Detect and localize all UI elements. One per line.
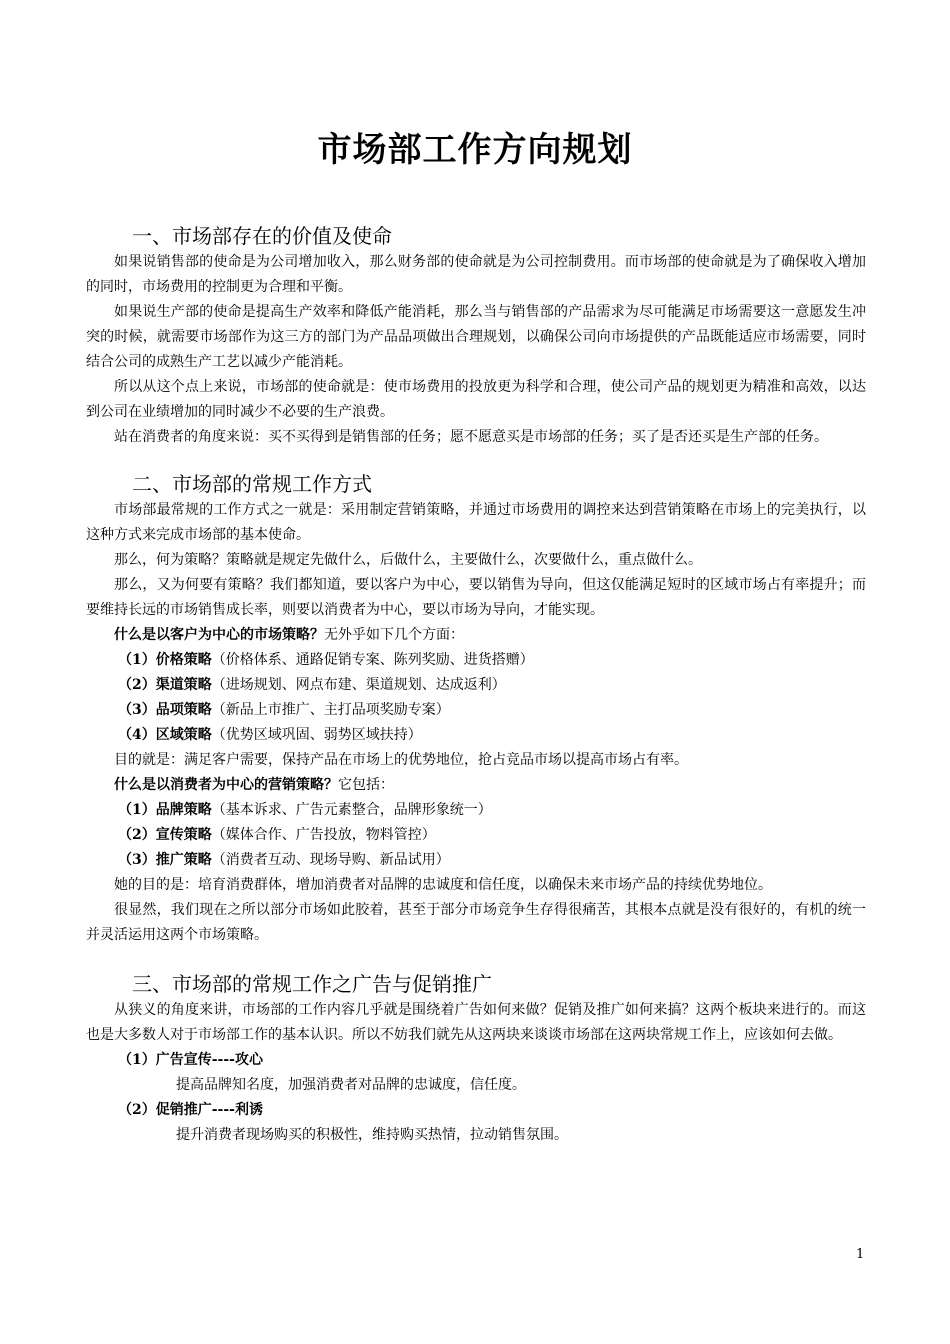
paragraph: 那么，何为策略？策略就是规定先做什么，后做什么，主要做什么，次要做什么，重点做什么。 (114, 552, 702, 568)
list-item (86, 648, 866, 673)
item-number: （3） (118, 702, 156, 718)
item-desc: （新品上市推广、主打品项奖励专案） (211, 702, 450, 718)
question-tail: 它包括： (338, 777, 394, 793)
item-name: 宣传策略 (155, 827, 212, 843)
list-item (86, 673, 866, 698)
item-desc: 提高品牌知名度，加强消费者对品牌的忠诚度，信任度。 (176, 1077, 526, 1093)
item-number: （2） (118, 827, 156, 843)
item-number: （2） (118, 677, 156, 693)
section-1-heading: 一、市场部存在的价值及使命 (132, 224, 392, 248)
paragraph: 如果说销售部的使命是为公司增加收入，那么财务部的使命就是为公司控制费用。而市场部的使命就是为了确保收入增加的同时，市场费用的控制更为合理和平衡。 (86, 254, 866, 295)
item-name: 推广策略 (155, 852, 212, 868)
consumer-strategy-question (86, 773, 866, 798)
list-item (86, 848, 866, 873)
item-name: 品项策略 (155, 702, 212, 718)
paragraph: 如果说生产部的使命是提高生产效率和降低产能消耗，那么当与销售部的产品需求为尽可能满足市场需要这一意愿发生冲突的时候，就需要市场部作为这三方的部门为产品品项做出合理规划，以确保公司向市场提供的产品既能适应市场需要，同时结合公司的成熟生产工艺以减少产能消耗。 (86, 304, 866, 370)
section-2-heading: 二、市场部的常规工作方式 (132, 472, 372, 496)
item-number: （3） (118, 852, 156, 868)
item-desc: 提升消费者现场购买的积极性，维持购买热情，拉动销售氛围。 (176, 1127, 568, 1143)
item-number: （1） (118, 802, 156, 818)
paragraph: 那么，又为何要有策略？我们都知道，要以客户为中心，要以销售为导向，但这仅能满足短时的区域市场占有率提升；而要维持长远的市场销售成长率，则要以消费者为中心，要以市场为导向，才能实现。 (86, 577, 866, 618)
list-item (86, 723, 866, 748)
list-item (86, 798, 866, 823)
list-item (86, 1048, 866, 1073)
item-label: （2）促销推广----利诱 (118, 1102, 263, 1118)
paragraph: 目的就是：满足客户需要，保持产品在市场上的优势地位，抢占竞品市场以提高市场占有率。 (114, 752, 688, 768)
page-number: 1 (856, 1247, 865, 1262)
item-name: 区域策略 (155, 727, 212, 743)
item-desc: （价格体系、通路促销专案、陈列奖励、进货搭赠） (211, 652, 534, 668)
list-item (86, 1098, 866, 1123)
paragraph: 站在消费者的角度来说：买不买得到是销售部的任务；愿不愿意买是市场部的任务；买了是否还买是生产部的任务。 (114, 429, 828, 445)
item-name: 品牌策略 (155, 802, 212, 818)
paragraph: 所以从这个点上来说，市场部的使命就是：使市场费用的投放更为科学和合理，使公司产品的规划更为精准和高效，以达到公司在业绩增加的同时减少不必要的生产浪费。 (86, 379, 866, 420)
item-number: （1） (118, 652, 156, 668)
item-number: （4） (118, 727, 156, 743)
section-3-heading: 三、市场部的常规工作之广告与促销推广 (132, 972, 492, 996)
paragraph: 很显然，我们现在之所以部分市场如此胶着，甚至于部分市场竞争生存得很痛苦，其根本点就是没有很好的，有机的统一并灵活运用这两个市场策略。 (86, 902, 866, 943)
item-desc: （进场规划、网点布建、渠道规划、达成返利） (211, 677, 506, 693)
list-item (86, 823, 866, 848)
question-bold: 什么是以客户为中心的市场策略？ (114, 627, 324, 643)
list-item (86, 698, 866, 723)
customer-strategy-question (86, 623, 866, 648)
item-desc: （优势区域巩固、弱势区域扶持） (211, 727, 422, 743)
item-name: 价格策略 (155, 652, 212, 668)
item-desc: （媒体合作、广告投放，物料管控） (211, 827, 436, 843)
document-title: 市场部工作方向规划 (317, 130, 633, 170)
item-label: （1）广告宣传----攻心 (118, 1052, 263, 1068)
document-body (86, 222, 866, 1148)
item-name: 渠道策略 (155, 677, 212, 693)
question-tail: 无外乎如下几个方面： (324, 627, 464, 643)
paragraph: 市场部最常规的工作方式之一就是：采用制定营销策略，并通过市场费用的调控来达到营销策略在市场上的完美执行，以这种方式来完成市场部的基本使命。 (86, 502, 866, 543)
question-bold: 什么是以消费者为中心的营销策略？ (114, 777, 338, 793)
item-desc: （消费者互动、现场导购、新品试用） (211, 852, 450, 868)
paragraph: 从狭义的角度来讲，市场部的工作内容几乎就是围绕着广告如何来做？促销及推广如何来搞？这两个板块来进行的。而这也是大多数人对于市场部工作的基本认识。所以不妨我们就先从这两块来谈谈市场部在这两块常规工作上，应该如何去做。 (86, 1002, 866, 1043)
paragraph: 她的目的是：培育消费群体，增加消费者对品牌的忠诚度和信任度，以确保未来市场产品的持续优势地位。 (114, 877, 772, 893)
item-desc: （基本诉求、广告元素整合，品牌形象统一） (211, 802, 492, 818)
